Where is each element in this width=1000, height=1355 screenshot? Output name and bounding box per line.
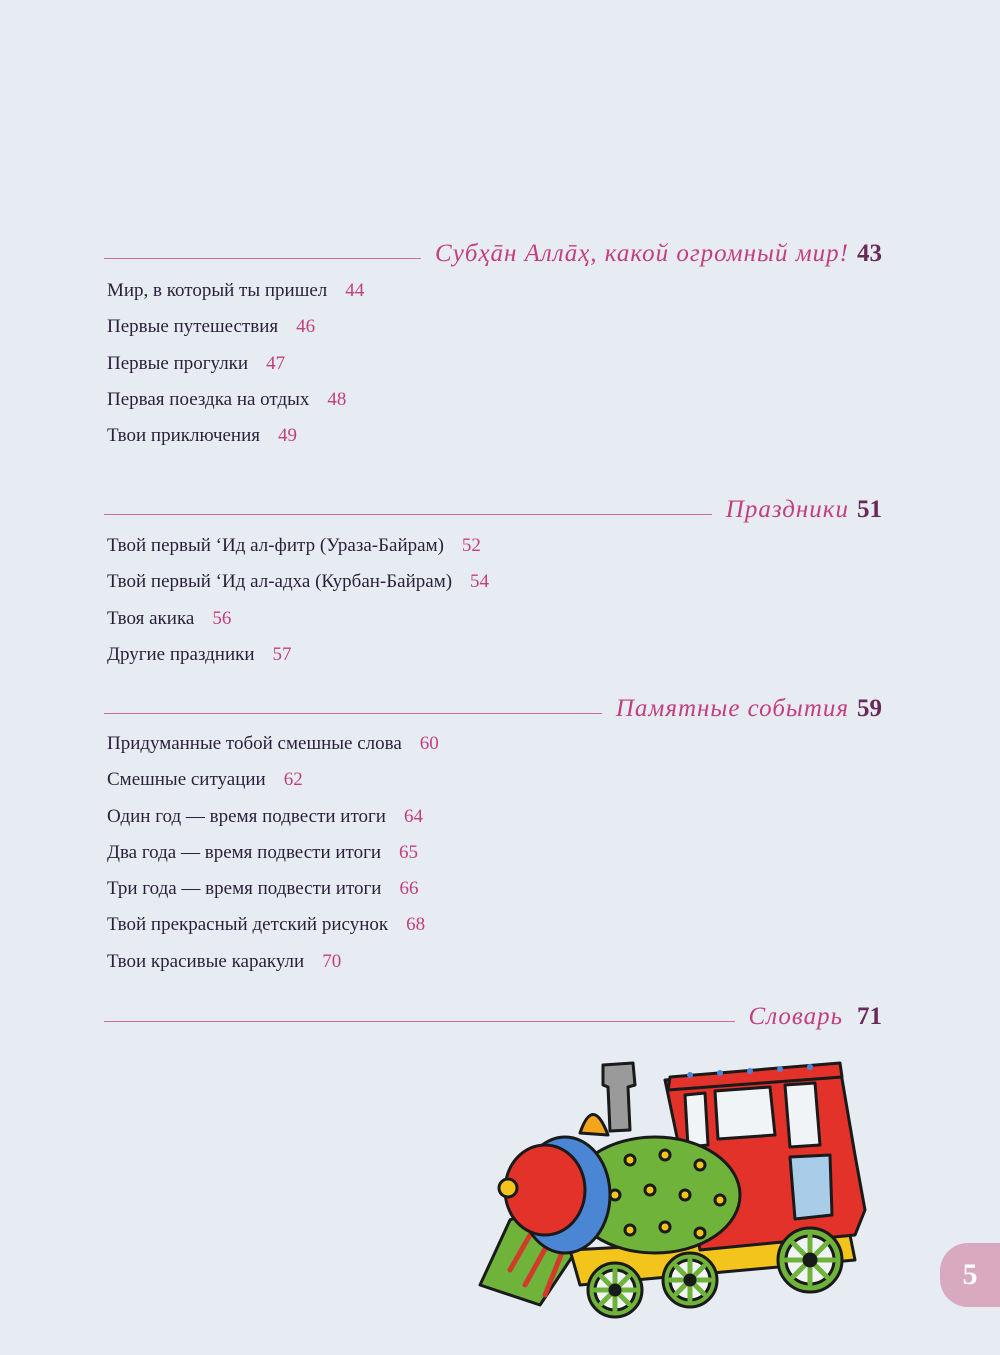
toc-item-page: 49 [278, 425, 298, 447]
toc-item-label: Три года — время подвести итоги [107, 878, 382, 900]
toc-item[interactable] [104, 346, 882, 382]
section-title: Праздники [725, 496, 849, 523]
toc-item[interactable] [104, 418, 882, 454]
toc-item-page: 57 [272, 643, 292, 665]
section-title: Субҳāн Аллāҳ, какой огромный мир! [435, 240, 849, 267]
toc-item-page: 48 [327, 388, 347, 410]
divider-rule [104, 514, 712, 515]
section-page-number: 43 [857, 240, 882, 267]
toc-item-label: Мир, в который ты пришел [107, 280, 328, 301]
toc-item-page: 60 [419, 733, 439, 754]
toc-item[interactable] [104, 726, 882, 762]
toc-section-events [104, 689, 882, 980]
section-page-number: 59 [857, 695, 882, 722]
toc-item[interactable] [104, 601, 882, 637]
toc-item-page: 47 [266, 352, 286, 374]
toc-item[interactable] [104, 528, 882, 564]
toc-item-label: Другие праздники [107, 643, 255, 665]
toy-train-icon [470, 1055, 870, 1325]
toc-item-label: Один год — время подвести итоги [107, 805, 386, 827]
toc-item-label: Твой прекрасный детский рисунок [107, 914, 389, 936]
page-number-tab [940, 1243, 1000, 1307]
toc-item-page: 65 [399, 841, 419, 863]
toc-items [104, 528, 882, 673]
toc-item-page: 70 [322, 950, 342, 972]
section-heading [104, 234, 882, 268]
toc-item-label: Первые путешествия [107, 316, 279, 338]
toc-section-glossary [104, 997, 882, 1031]
toc-item[interactable] [104, 637, 882, 673]
toc-item-label: Твой первый ʻИд ал-фитр (Ураза-Байрам) [107, 535, 444, 556]
toc-item-page: 52 [461, 535, 481, 556]
toc-item-label: Первая поездка на отдых [107, 388, 310, 410]
toc-item-label: Два года — время подвести итоги [107, 841, 382, 863]
toc-item[interactable] [104, 799, 882, 835]
toc-items [104, 726, 882, 980]
section-heading [104, 997, 882, 1031]
section-title: Словарь [748, 1003, 843, 1030]
toc-item-page: 54 [470, 571, 490, 593]
toc-item-page: 68 [406, 914, 426, 936]
toc-item[interactable] [104, 273, 882, 309]
toc-item[interactable] [104, 762, 882, 798]
section-page-number: 71 [857, 1003, 882, 1030]
divider-rule [104, 1021, 735, 1022]
section-title: Памятные события [615, 695, 849, 722]
toc-item[interactable] [104, 871, 882, 907]
toc-item-label: Смешные ситуации [107, 769, 266, 791]
toc-item-page: 64 [403, 805, 423, 827]
toc-item-label: Твои приключения [107, 425, 261, 447]
toc-item-page: 44 [345, 280, 365, 301]
toc-item[interactable] [104, 907, 882, 943]
section-heading [104, 689, 882, 723]
toc-item[interactable] [104, 835, 882, 871]
toc-section-world [104, 234, 882, 454]
toc-item-page: 46 [296, 316, 316, 338]
section-heading [104, 490, 882, 524]
toc-item-label: Твоя акика [107, 607, 195, 629]
toc-item-label: Придуманные тобой смешные слова [107, 733, 402, 754]
toc-item[interactable] [104, 944, 882, 980]
toc-item[interactable] [104, 309, 882, 345]
toc-item-page: 66 [399, 878, 419, 900]
toc-item-page: 62 [283, 769, 303, 791]
toc-item-label: Твои красивые каракули [107, 950, 305, 972]
toc-item-page: 56 [212, 607, 232, 629]
toc-items [104, 273, 882, 454]
toc-item[interactable] [104, 382, 882, 418]
toc-item-label: Твой первый ʻИд ал-адха (Курбан-Байрам) [107, 571, 453, 593]
toc-item[interactable] [104, 564, 882, 600]
page-number: 5 [962, 1258, 978, 1291]
divider-rule [104, 258, 421, 259]
toc-section-holidays [104, 490, 882, 673]
section-page-number: 51 [857, 496, 882, 523]
divider-rule [104, 713, 602, 714]
toc-item-label: Первые прогулки [107, 352, 249, 374]
